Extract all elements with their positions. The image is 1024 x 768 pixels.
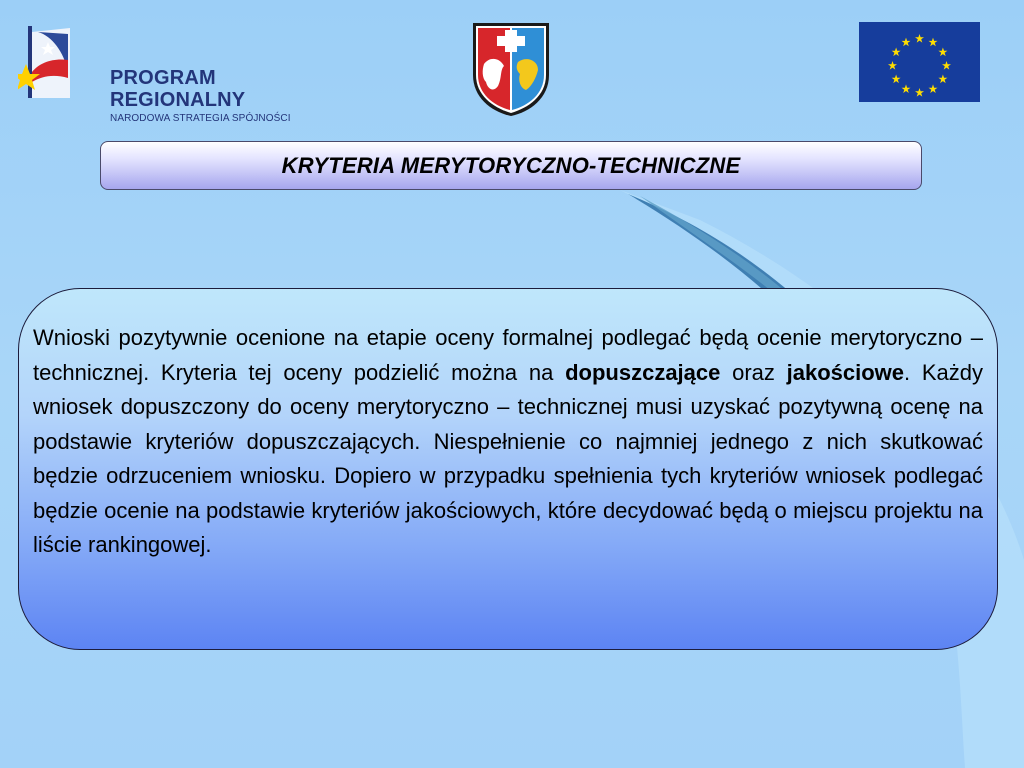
body-text-part2: oraz [720,359,787,385]
eu-flag [859,22,980,102]
program-regionalny-logo [18,22,348,124]
swoosh-teal [640,196,795,302]
program-logo-icon [18,22,90,102]
body-paragraph [33,321,983,563]
program-title: PROGRAM REGIONALNY [110,67,246,111]
program-subtitle: NARODOWA STRATEGIA SPÓJNOŚCI [110,113,291,124]
body-bold-dopuszczajace: dopuszczające [565,359,721,385]
content-box [18,288,998,650]
body-bold-jakosciowe: jakościowe [786,359,905,385]
slide-title-box [100,141,922,190]
slide-title: KRYTERIA MERYTORYCZNO-TECHNICZNE [281,152,741,178]
coat-of-arms-icon [470,20,552,118]
body-text-part1: Wnioski pozytywnie ocenione na etapie oceny formalnej podlegać będą ocenie merytoryczno – technicznej. Kryteria tej oceny podzielić można na [33,325,983,385]
eu-stars-icon [859,22,980,102]
body-text-part3: . Każdy wniosek dopuszczony do oceny merytoryczno – technicznej musi uzyskać pozytywną ocenę na podstawie kryteriów dopuszczających. Niespełnienie co najmniej jednego z nich skutkować będzie odrzuceniem wniosku. Dopiero w przypadku spełnienia tych kryteriów wniosek podlegać będzie ocenie na podstawie kryteriów jakościowych, które decydować będą o miejscu projektu na liście rankingowej. [33,359,983,557]
